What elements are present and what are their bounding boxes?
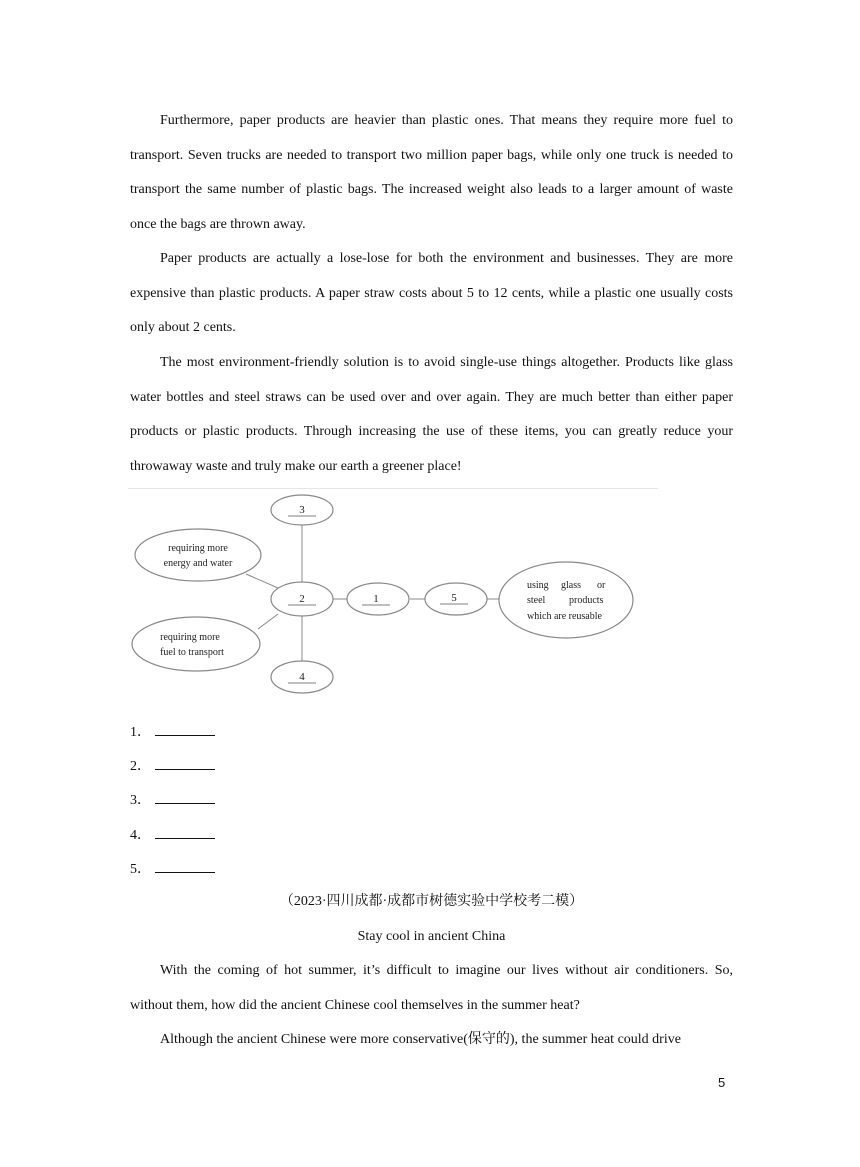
question-5-number: 5．: [130, 862, 151, 877]
answer-blank-3[interactable]: [155, 789, 215, 804]
node-5-label: 5: [451, 592, 457, 604]
energy-water-line1: requiring more: [168, 543, 228, 554]
node-3-label: 3: [299, 504, 305, 516]
fuel-transport-ellipse: [132, 617, 260, 671]
reusable-line2-b: products: [569, 595, 604, 606]
question-3-number: 3．: [130, 793, 151, 808]
paragraph-intro: With the coming of hot summer, it’s difficult to imagine our lives without air conditioners. So, without them, how did the ancient Chinese cool themselves in the summer heat?: [130, 963, 733, 1013]
energy-water-line2: energy and water: [163, 558, 233, 569]
paragraph-cost: Paper products are actually a lose-lose for both the environment and businesses. They are more expensive than plastic products. A paper straw costs about 5 to 12 cents, while a plastic one usually costs only about 2 cents.: [130, 251, 733, 335]
paragraph-conservative: Although the ancient Chinese were more conservative(保守的), the summer heat could drive: [160, 1032, 681, 1047]
question-4: [130, 824, 215, 846]
paragraph-solution: The most environment-friendly solution is to avoid single-use things altogether. Products like glass water bottles and steel straws can be used over and over again. They are much better than either paper products or plastic products. Through increasing the use of these items, you can greatly reduce your throwaway waste and truly make our earth a greener place!: [130, 355, 733, 474]
answer-blank-2[interactable]: [155, 755, 215, 770]
node-2-label: 2: [299, 593, 305, 605]
reusable-line1-b: glass: [561, 580, 581, 591]
answer-blank-5[interactable]: [155, 858, 215, 873]
answer-blank-1[interactable]: [155, 721, 215, 736]
mind-map-svg: [128, 488, 658, 698]
source-citation: （2023·四川成都·成都市树德实验中学校考二模）: [279, 894, 584, 909]
question-4-number: 4．: [130, 828, 151, 843]
question-1: [130, 721, 215, 743]
answer-blank-4[interactable]: [155, 824, 215, 839]
reusable-line2-a: steel: [527, 595, 546, 606]
page-number: 5: [718, 1075, 726, 1090]
fuel-transport-line2: fuel to transport: [160, 647, 224, 658]
reusable-line1-c: or: [597, 580, 606, 591]
mind-map-diagram: [128, 488, 658, 698]
passage-title: Stay cool in ancient China: [357, 929, 506, 944]
paragraph-weight: Furthermore, paper products are heavier than plastic ones. That means they require more fuel to transport. Seven trucks are needed to transport two million paper bags, while only one truck is needed to transport the same number of plastic bags. The increased weight also leads to a larger amount of waste once the bags are thrown away.: [130, 113, 733, 232]
question-2: [130, 755, 215, 777]
reusable-ellipse: [499, 562, 633, 638]
question-5: [130, 858, 215, 880]
energy-water-ellipse: [135, 529, 261, 581]
node-1-label: 1: [373, 593, 379, 605]
fuel-transport-line1: requiring more: [160, 632, 220, 643]
reusable-line1-a: using: [527, 580, 549, 591]
node-4-label: 4: [299, 671, 305, 683]
reusable-line3: which are reusable: [527, 611, 602, 622]
question-1-number: 1．: [130, 725, 151, 740]
question-3: [130, 789, 215, 811]
question-2-number: 2．: [130, 759, 151, 774]
